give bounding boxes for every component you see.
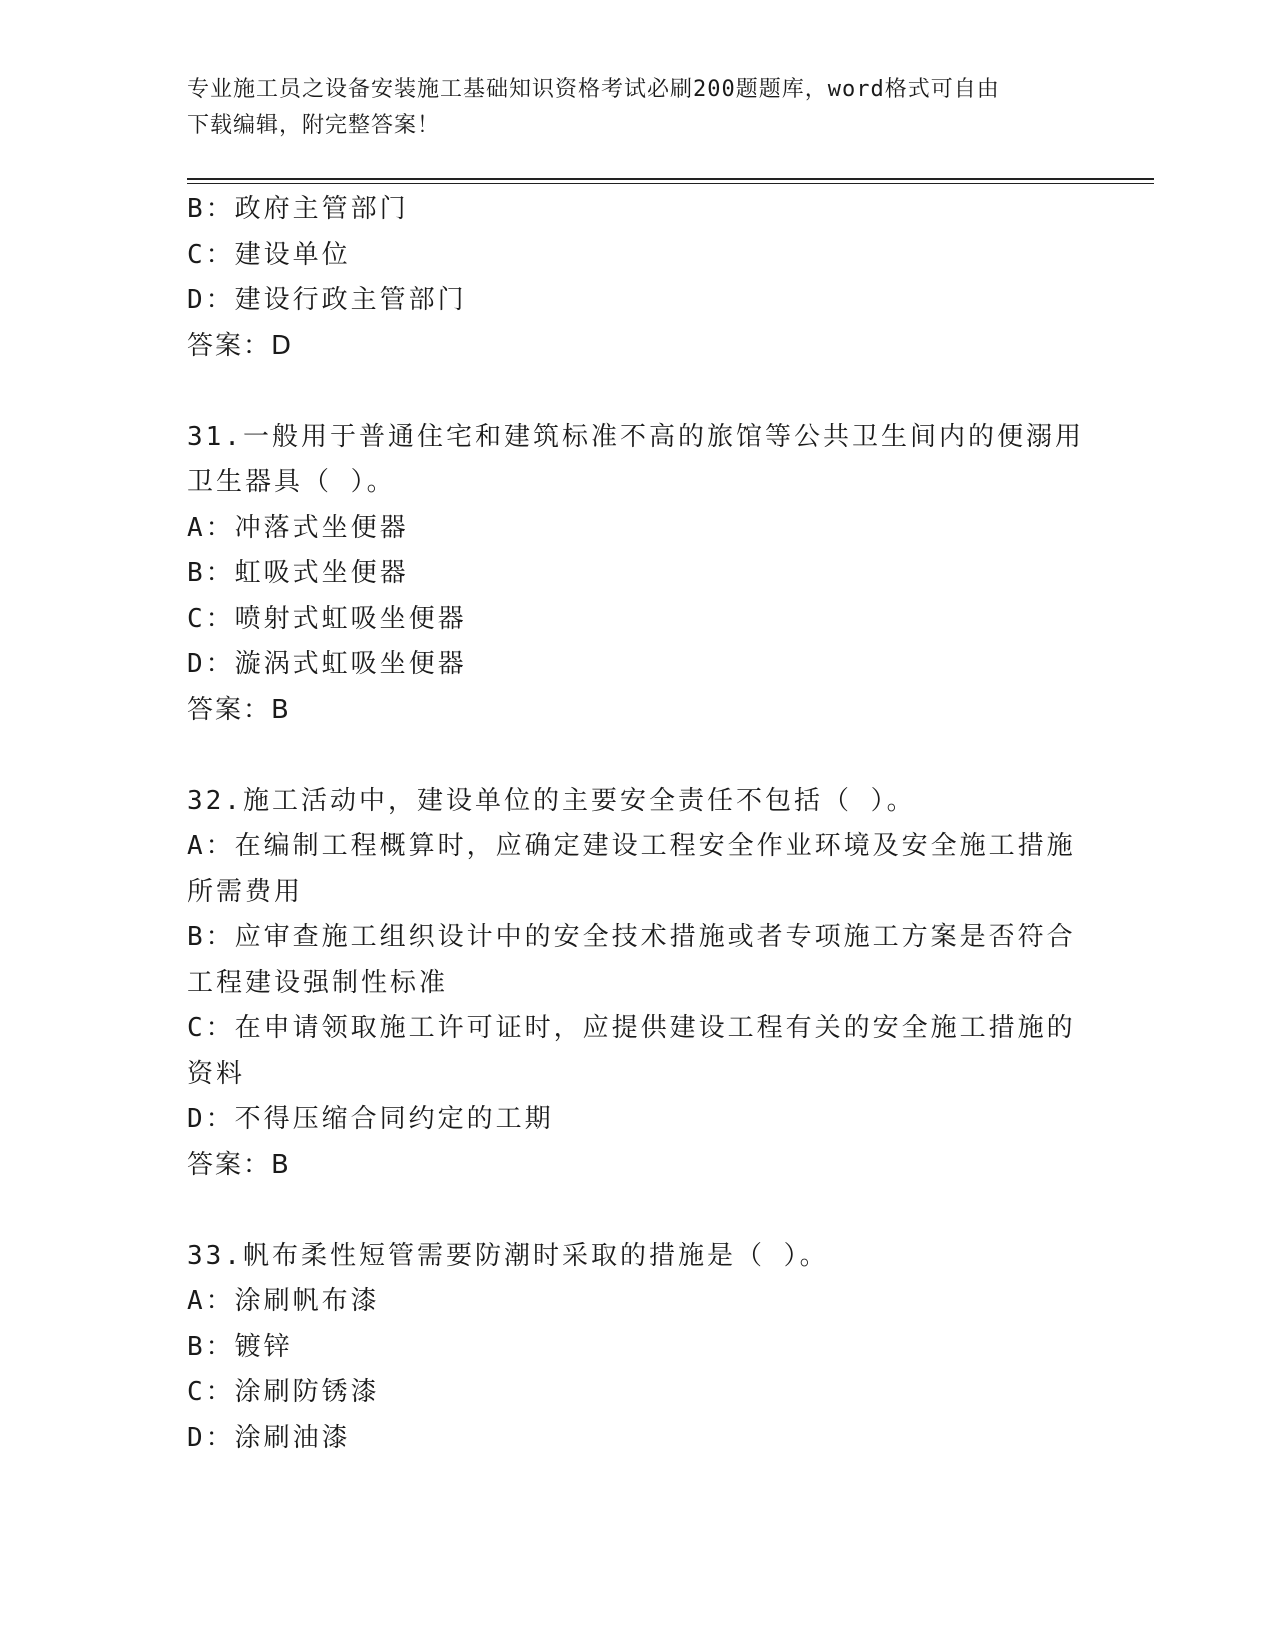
- q32-answer: 答案：B: [187, 1149, 291, 1180]
- header-line-1: 专业施工员之设备安装施工基础知识资格考试必刷200题题库，word格式可自由: [187, 77, 1000, 102]
- question-31-block: [187, 415, 1087, 734]
- header-line-2: 下载编辑，附完整答案！: [187, 113, 441, 138]
- spacer: [187, 733, 1087, 779]
- q30-answer: 答案：D: [187, 330, 294, 361]
- q31-option-c: C：喷射式虹吸坐便器: [187, 603, 467, 634]
- question-30-block: [187, 187, 1087, 369]
- q32-option-b-line-2: 工程建设强制性标准: [187, 967, 449, 998]
- q30-option-d: D：建设行政主管部门: [187, 285, 467, 315]
- q31-option-a: A：冲落式坐便器: [187, 512, 409, 543]
- q33-question: 33.帆布柔性短管需要防潮时采取的措施是（ ）。: [187, 1240, 829, 1271]
- q32-option-a-line-2: 所需费用: [187, 876, 304, 907]
- q32-question: 32.施工活动中，建设单位的主要安全责任不包括（ ）。: [187, 785, 916, 816]
- question-33-block: [187, 1234, 1087, 1462]
- q31-answer: 答案：B: [187, 694, 291, 725]
- q32-option-a-line-1: A：在编制工程概算时，应确定建设工程安全作业环境及安全施工措施: [187, 831, 1076, 861]
- q33-option-b: B：镀锌: [187, 1331, 293, 1362]
- spacer: [187, 369, 1087, 415]
- q33-option-a: A：涂刷帆布漆: [187, 1286, 380, 1316]
- q32-option-b-line-1: B：应审查施工组织设计中的安全技术措施或者专项施工方案是否符合: [187, 922, 1076, 952]
- q33-option-d: D：涂刷油漆: [187, 1422, 351, 1453]
- document-header: [187, 72, 1067, 144]
- q31-option-b: B：虹吸式坐便器: [187, 558, 409, 588]
- spacer: [187, 1188, 1087, 1234]
- header-divider-thick: [187, 178, 1154, 180]
- header-divider-thin: [187, 183, 1154, 184]
- q30-option-c: C：建设单位: [187, 239, 351, 270]
- q31-question-line-2: 卫生器具（ ）。: [187, 467, 396, 497]
- question-32-block: [187, 779, 1087, 1189]
- q32-option-d: D：不得压缩合同约定的工期: [187, 1104, 554, 1134]
- q32-option-c-line-1: C：在申请领取施工许可证时，应提供建设工程有关的安全施工措施的: [187, 1013, 1076, 1043]
- q31-question-line-1: 31.一般用于普通住宅和建筑标准不高的旅馆等公共卫生间内的便溺用: [187, 421, 1084, 452]
- q31-option-d: D：漩涡式虹吸坐便器: [187, 649, 467, 679]
- q32-option-c-line-2: 资料: [187, 1058, 246, 1089]
- q33-option-c: C：涂刷防锈漆: [187, 1377, 380, 1407]
- q30-option-b: B：政府主管部门: [187, 194, 409, 224]
- question-content: [187, 187, 1087, 1461]
